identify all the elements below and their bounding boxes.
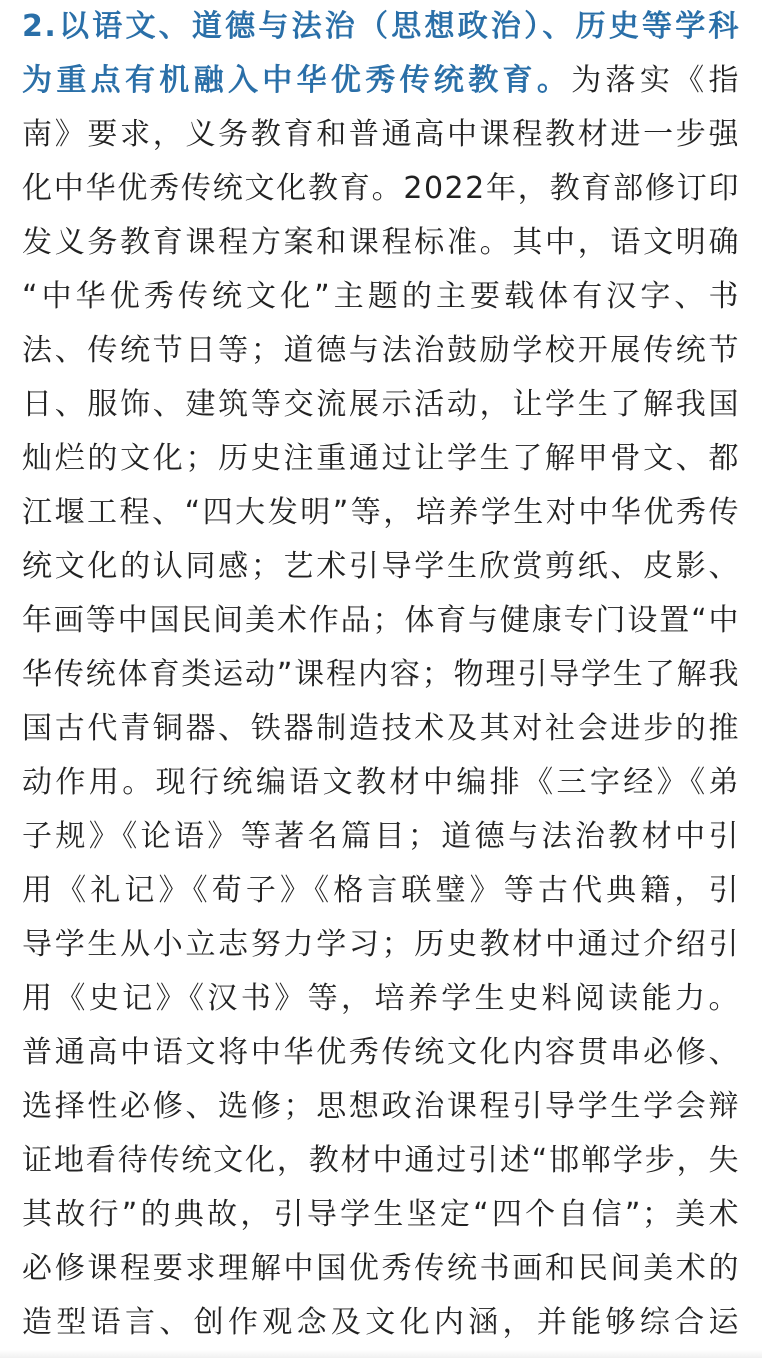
paragraph-line: 灿烂的文化；历史注重通过让学生了解甲骨文、都 (22, 441, 740, 476)
paragraph-line (22, 54, 740, 108)
article-body (22, 0, 740, 1350)
paragraph-line: 法、传统节日等；道德与法治鼓励学校开展传统节 (22, 333, 740, 368)
bottom-edge-shadow (0, 1350, 762, 1358)
paragraph-line: 国古代青铜器、铁器制造技术及其对社会进步的推 (22, 711, 740, 746)
paragraph-line: 华传统体育类运动”课程内容；物理引导学生了解我 (22, 657, 740, 692)
paragraph-line: “中华优秀传统文化”主题的主要载体有汉字、书 (22, 279, 740, 314)
paragraph-line: 证地看待传统文化，教材中通过引述“邯郸学步，失 (22, 1143, 740, 1178)
paragraph-line: 导学生从小立志努力学习；历史教材中通过介绍引 (22, 927, 740, 962)
paragraph-line: 用《史记》《汉书》等，培养学生史料阅读能力。 (22, 981, 740, 1016)
paragraph-line: 江堰工程、“四大发明”等，培养学生对中华优秀传 (22, 495, 740, 530)
paragraph-line: 年画等中国民间美术作品；体育与健康专门设置“中 (22, 603, 740, 638)
paragraph-line: 选择性必修、选修；思想政治课程引导学生学会辩 (22, 1089, 740, 1124)
paragraph-line: 日、服饰、建筑等交流展示活动，让学生了解我国 (22, 387, 740, 422)
paragraph-line: 造型语言、创作观念及文化内涵，并能够综合运 (22, 1305, 740, 1340)
paragraph-line: 化中华优秀传统文化教育。2022年，教育部修订印 (22, 171, 740, 206)
paragraph-line: 其故行”的典故，引导学生坚定“四个自信”；美术 (22, 1197, 740, 1232)
heading-line-2: 为重点有机融入中华优秀传统教育。 (22, 63, 572, 98)
paragraph-line: 南》要求，义务教育和普通高中课程教材进一步强 (22, 117, 740, 152)
paragraph-line: 必修课程要求理解中国优秀传统书画和民间美术的 (22, 1251, 740, 1286)
paragraph-line: 普通高中语文将中华优秀传统文化内容贯串必修、 (22, 1035, 740, 1070)
paragraph-line: 用《礼记》《荀子》《格言联璧》等古代典籍，引 (22, 873, 740, 908)
paragraph-line: 发义务教育课程方案和课程标准。其中，语文明确 (22, 225, 740, 260)
paragraph-line: 动作用。现行统编语文教材中编排《三字经》《弟 (22, 765, 740, 800)
body-text: 为落实《指 (571, 63, 741, 98)
paragraph-line: 子规》《论语》等著名篇目；道德与法治教材中引 (22, 819, 740, 854)
heading-line-1: 2.以语文、道德与法治（思想政治）、历史等学科 (22, 9, 740, 44)
paragraph-line: 统文化的认同感；艺术引导学生欣赏剪纸、皮影、 (22, 549, 740, 584)
